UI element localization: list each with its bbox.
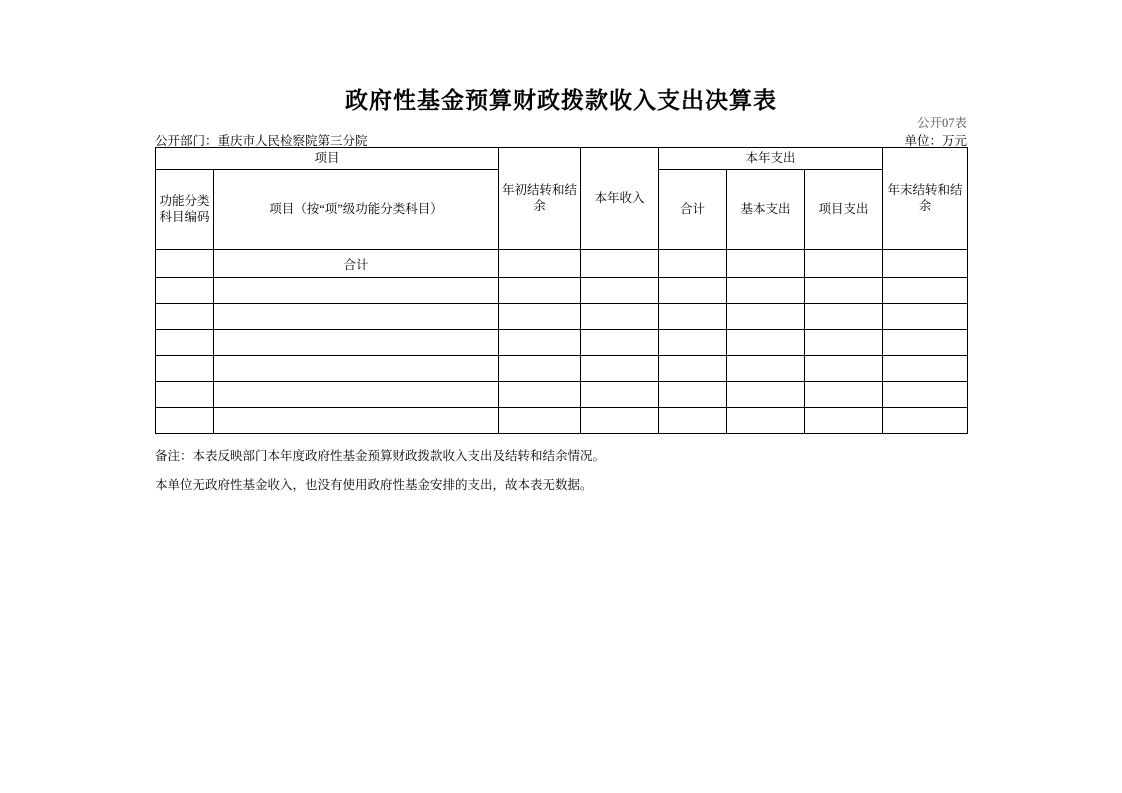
cell-end-carryover: [883, 304, 968, 330]
cell-end-carryover: [883, 330, 968, 356]
cell-item-name: [214, 356, 499, 382]
cell-function-code: [156, 304, 214, 330]
cell-exp-total: [659, 382, 727, 408]
cell-exp-project: [805, 330, 883, 356]
cell-function-code: [156, 382, 214, 408]
column-header-exp-project: 项目支出: [805, 170, 883, 250]
total-current-year-income: [581, 250, 659, 278]
cell-function-code: [156, 408, 214, 434]
cell-begin-carryover: [499, 278, 581, 304]
column-header-exp-total: 合计: [659, 170, 727, 250]
table-row: [156, 304, 968, 330]
cell-end-carryover: [883, 382, 968, 408]
table-row: [156, 408, 968, 434]
cell-current-year-income: [581, 330, 659, 356]
total-exp-basic: [727, 250, 805, 278]
group-header-item: 项目: [156, 148, 499, 170]
cell-exp-project: [805, 278, 883, 304]
cell-current-year-income: [581, 382, 659, 408]
group-header-current-year-expenditure: 本年支出: [659, 148, 883, 170]
cell-begin-carryover: [499, 304, 581, 330]
column-header-exp-basic: 基本支出: [727, 170, 805, 250]
cell-item-name: [214, 304, 499, 330]
table-total-row: [156, 250, 968, 278]
cell-begin-carryover: [499, 356, 581, 382]
budget-table-wrapper: [155, 147, 967, 434]
cell-current-year-income: [581, 408, 659, 434]
cell-end-carryover: [883, 278, 968, 304]
total-row-label: 合计: [214, 250, 499, 278]
cell-exp-total: [659, 408, 727, 434]
cell-exp-total: [659, 330, 727, 356]
page-title: 政府性基金预算财政拨款收入支出决算表: [345, 88, 777, 113]
table-row: [156, 382, 968, 408]
cell-item-name: [214, 382, 499, 408]
column-header-function-code: 功能分类科目编码: [156, 170, 214, 250]
cell-function-code: [156, 278, 214, 304]
table-row: [156, 356, 968, 382]
total-exp-total: [659, 250, 727, 278]
cell-current-year-income: [581, 278, 659, 304]
cell-exp-basic: [727, 304, 805, 330]
cell-begin-carryover: [499, 382, 581, 408]
cell-item-name: [214, 330, 499, 356]
cell-current-year-income: [581, 304, 659, 330]
total-end-carryover: [883, 250, 968, 278]
cell-exp-basic: [727, 330, 805, 356]
cell-exp-basic: [727, 278, 805, 304]
table-row: [156, 330, 968, 356]
form-number: 公开07表: [916, 116, 967, 130]
cell-exp-basic: [727, 382, 805, 408]
cell-exp-basic: [727, 408, 805, 434]
note-line-2: 本单位无政府性基金收入，也没有使用政府性基金安排的支出，故本表无数据。: [155, 478, 593, 492]
column-header-begin-carryover: 年初结转和结余: [499, 148, 581, 250]
cell-function-code: [156, 330, 214, 356]
cell-begin-carryover: [499, 330, 581, 356]
department-label: 公开部门：重庆市人民检察院第三分院: [155, 134, 368, 148]
cell-exp-project: [805, 408, 883, 434]
cell-item-name: [214, 408, 499, 434]
total-begin-carryover: [499, 250, 581, 278]
table-row: [156, 278, 968, 304]
cell-end-carryover: [883, 408, 968, 434]
cell-begin-carryover: [499, 408, 581, 434]
cell-current-year-income: [581, 356, 659, 382]
table-group-header-row: [156, 148, 968, 170]
column-header-end-carryover: 年末结转和结余: [883, 148, 968, 250]
total-exp-project: [805, 250, 883, 278]
cell-item-name: [214, 278, 499, 304]
cell-end-carryover: [883, 356, 968, 382]
cell-exp-basic: [727, 356, 805, 382]
unit-label: 单位：万元: [904, 134, 967, 148]
cell-exp-total: [659, 304, 727, 330]
cell-function-code: [156, 356, 214, 382]
column-header-item-name: 项目（按“项”级功能分类科目）: [214, 170, 499, 250]
cell-exp-project: [805, 356, 883, 382]
cell-exp-project: [805, 304, 883, 330]
cell-exp-project: [805, 382, 883, 408]
note-line-1: 备注：本表反映部门本年度政府性基金预算财政拨款收入支出及结转和结余情况。: [155, 449, 606, 463]
cell-exp-total: [659, 356, 727, 382]
total-row-code-cell: [156, 250, 214, 278]
column-header-current-year-income: 本年收入: [581, 148, 659, 250]
cell-exp-total: [659, 278, 727, 304]
budget-table: [155, 147, 968, 434]
